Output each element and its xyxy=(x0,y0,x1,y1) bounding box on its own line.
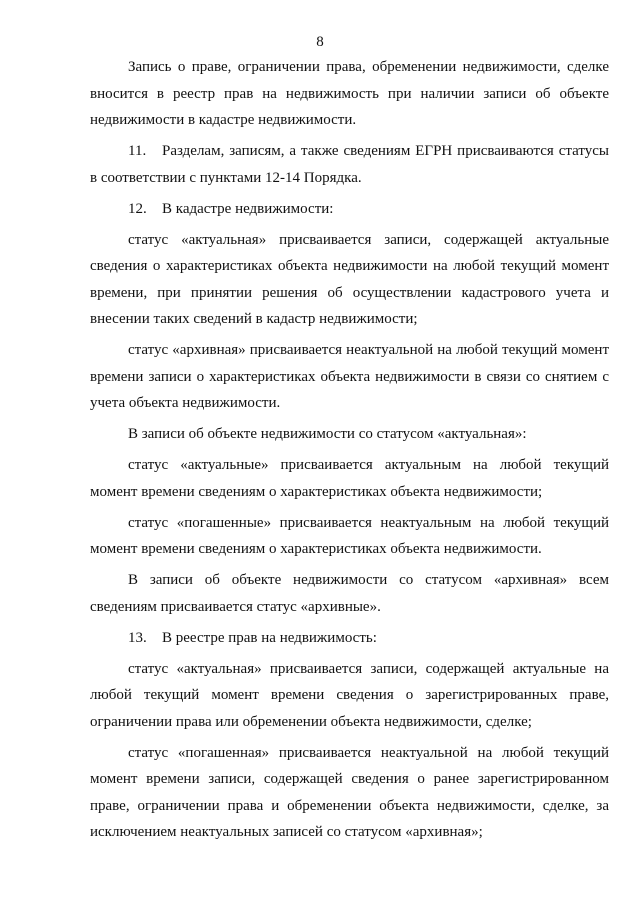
paragraph: статус «погашенная» присваивается неактуальной на любой текущий момент времени записи, содержащей сведения о ранее зарегистрированном праве, ограничении права и обременении объекта недвижимости, сделке, за исключением неактуальных записей со статусом «архивная»; xyxy=(90,744,609,840)
page-number: 8 xyxy=(316,34,324,50)
document-body xyxy=(90,54,609,850)
paragraph: статус «актуальная» присваивается записи, содержащей актуальные сведения о характеристиках объекта недвижимости на любой текущий момент времени, при принятии решения об осуществлении кадастрового учета и внесении таких сведений в кадастр недвижимости; xyxy=(90,231,609,327)
paragraph: статус «архивная» присваивается неактуальной на любой текущий момент времени записи о характеристиках объекта недвижимости в связи со снятием с учета объекта недвижимости. xyxy=(90,342,609,411)
paragraph-12: 12. В кадастре недвижимости: xyxy=(90,196,609,223)
paragraph: Запись о праве, ограничении права, обременении недвижимости, сделке вносится в реестр прав на недвижимость при наличии записи об объекте недвижимости в кадастре недвижимости. xyxy=(90,59,609,128)
paragraph-number: 11. xyxy=(128,143,147,159)
paragraph-11: 11. Разделам, записям, а также сведениям ЕГРН присваиваются статусы в соответствии с пунктами 12-14 Порядка. xyxy=(90,138,609,191)
paragraph: статус «актуальная» присваивается записи, содержащей актуальные на любой текущий момент времени сведения о зарегистрированных праве, ограничении права или обременении объекта недвижимости, сделке; xyxy=(90,660,609,730)
paragraph-13: 13. В реестре прав на недвижимость: xyxy=(90,625,609,652)
paragraph: статус «актуальные» присваивается актуальным на любой текущий момент времени сведениям о характеристиках объекта недвижимости; xyxy=(90,457,609,500)
paragraph-number: 12. xyxy=(128,200,147,217)
paragraph: В записи об объекте недвижимости со статусом «архивная» всем сведениям присваивается статус «архивные». xyxy=(90,572,609,615)
paragraph: статус «погашенные» присваивается неактуальным на любой текущий момент времени сведениям о характеристиках объекта недвижимости. xyxy=(90,514,609,557)
paragraph-number: 13. xyxy=(128,629,147,646)
paragraph: В записи об объекте недвижимости со статусом «актуальная»: xyxy=(128,426,527,442)
